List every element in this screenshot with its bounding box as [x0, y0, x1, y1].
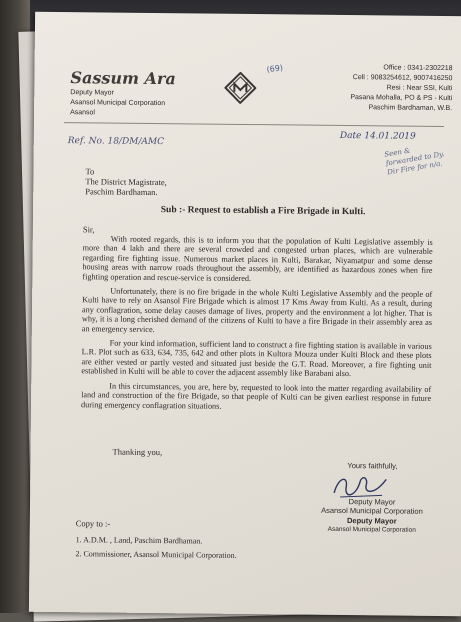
subject-line: Sub :- Request to establish a Fire Brigade in Kulti.	[160, 205, 366, 218]
body-paragraph: Unfortunately, there is no fire brigade in the whole Kulti Legislative Assembly and the people of Kulti have to rely on Asansol Fire Brigade which is almost 17 Kms Away from Kulti. As a result, during any conflagration, some delay causes damage of lives, property and the environment a lot higher. That is why, it is a long cherished demand of the citizens of Kulti to have a fire Brigade in their assembly area as an emergency service.	[81, 286, 433, 334]
signature-line: Asansol Municipal Corporation	[321, 505, 423, 516]
reference-number: Ref. No. 18/DM/AMC	[67, 136, 165, 148]
signature-line: Deputy Mayor	[348, 496, 396, 507]
body-paragraph: With rooted regards, this is to inform you that the population of Kulti Legislative assembly is more than 4 lakh and there are several crowded and congested urban places, which are vulnerable regarding fire fighting issue. Numerous market places in Kulti, Barakar, Niyamatpur and some dense housing areas with narrow roads throughout the assembly, are identified as hazardous zones when fire fighting operation and rescue-service is considered.	[82, 234, 433, 283]
letterhead-title-line: Asansol Municipal Corporation	[70, 99, 166, 108]
letterhead-title	[70, 88, 165, 119]
handwritten-number: (69)	[266, 63, 284, 75]
letter-page	[29, 12, 461, 616]
body-paragraph: For your kind information, sufficient land to construct a fire fighting station is available in various L.R. Plot such as 633, 634, 735, 642 and other plots in Kultora Mouza under Kulti Block and these plots are either vested or partly vested and situated just beside the G.T. Road. Moreover, a fire fighting unit established in Kulti will be able to cover the adjacent assembly like Barabani also.	[81, 338, 432, 379]
letter-date: Date 14.01.2019	[339, 130, 416, 142]
letterhead-title-line: Asansol	[70, 109, 96, 117]
copy-to-item: 2. Commissioner, Asansol Municipal Corporation.	[75, 549, 237, 560]
recipient-line: The District Magistrate,	[85, 176, 167, 188]
letterhead-name: Sassum Ara	[70, 68, 176, 89]
recipient-line: To	[85, 166, 95, 177]
body-paragraph: In this circumstances, you are, here by, requested to look into the matter regarding availability of land and construction of the fire Brigade, so that people of Kulti can be given earliest response in future during emergency conflagration situations.	[80, 381, 432, 411]
copy-to-item: 1. A.D.M. , Land, Paschim Bardhaman.	[75, 535, 203, 546]
salutation: Sir,	[82, 224, 95, 235]
contact-line: Pasana Mohalla, PO & PS - Kulti	[350, 94, 453, 103]
recipient-address	[85, 166, 167, 197]
letterhead-divider	[64, 122, 444, 127]
contact-line: Cell : 9083254612, 9007416250	[352, 74, 453, 83]
handwritten-signature	[326, 471, 396, 502]
contact-line: Office : 0341-2302218	[383, 64, 453, 73]
contact-line: Paschim Bardhaman, W.B.	[368, 104, 453, 113]
copy-to-list	[75, 534, 237, 564]
handwritten-forward-note: Seen & forwarded to Dy. Dir Fire for n/a.	[383, 146, 445, 177]
contact-line: Resi : Near SSI, Kulti	[386, 84, 453, 93]
letterhead-contact	[292, 62, 453, 114]
letterhead-title-line: Deputy Mayor	[70, 89, 114, 97]
signature-line: Deputy Mayor	[347, 515, 397, 526]
yours-faithfully: Yours faithfully,	[347, 461, 398, 471]
copy-to-label: Copy to :-	[75, 518, 111, 529]
recipient-line: Paschim Bardhaman.	[85, 186, 158, 198]
corporation-logo-icon	[224, 72, 256, 104]
signature-line: Asansol Municipal Corporation	[327, 525, 416, 534]
closing-thanks: Thanking you,	[112, 446, 163, 458]
letter-body	[81, 234, 433, 418]
